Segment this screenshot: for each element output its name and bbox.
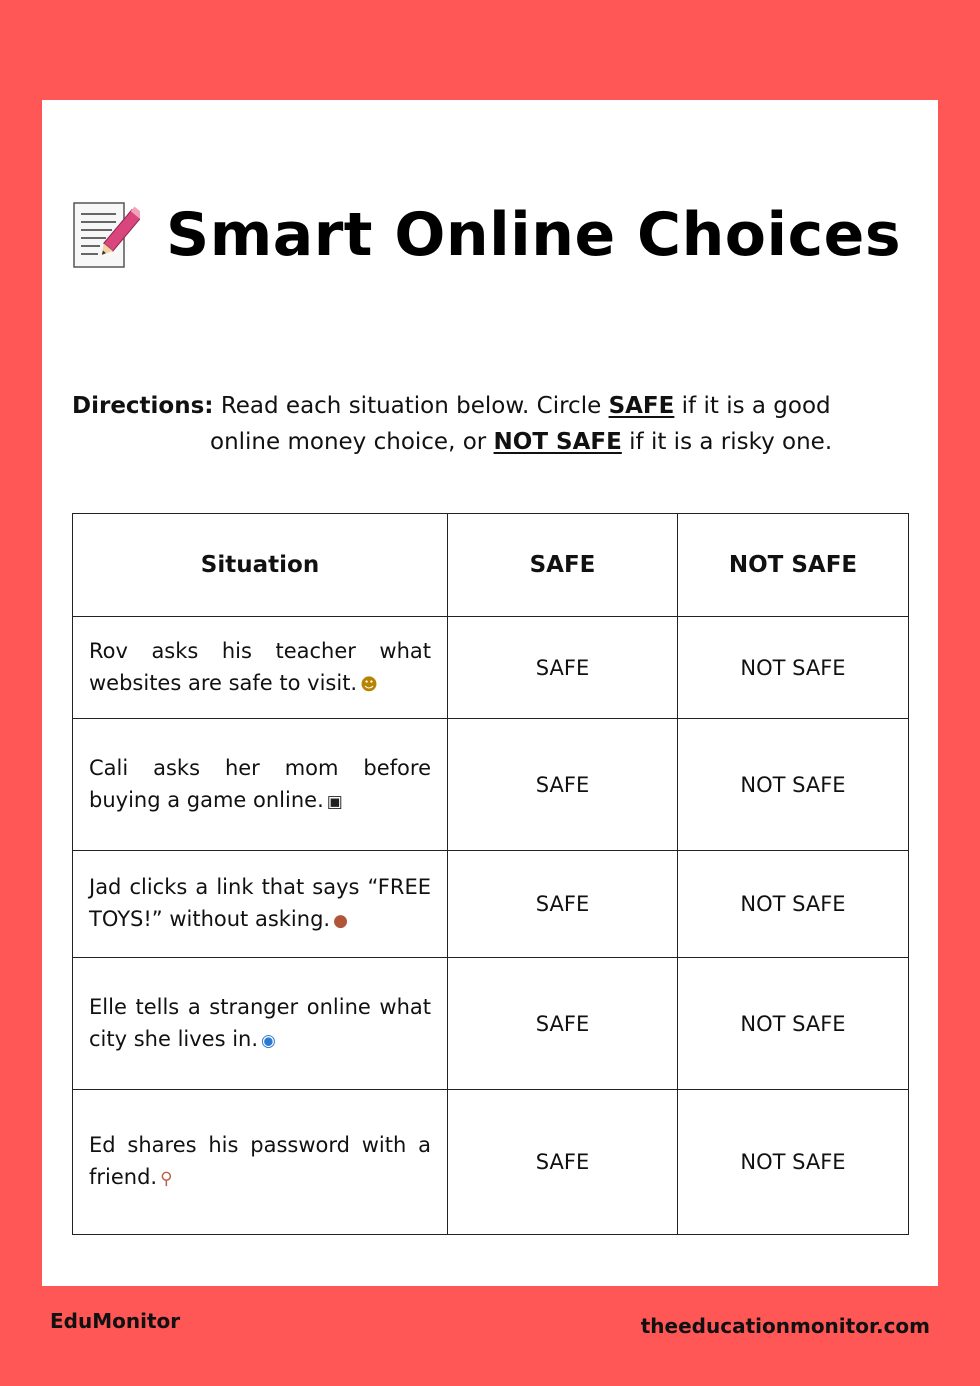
situation-cell <box>73 617 448 719</box>
safe-keyword: SAFE <box>608 393 675 419</box>
teacher-icon: ☻ <box>360 674 378 695</box>
directions-text-3: online money choice, or <box>210 429 487 455</box>
header-not-safe: NOT SAFE <box>678 514 909 617</box>
not-safe-option[interactable]: NOT SAFE <box>678 719 909 851</box>
table-row <box>73 958 909 1090</box>
situation-cell <box>73 719 448 851</box>
choices-table <box>72 513 909 1235</box>
situation-cell <box>73 958 448 1090</box>
teddy-bear-icon: ● <box>333 911 348 931</box>
directions-text-2: if it is a good <box>681 393 831 419</box>
header-situation: Situation <box>73 514 448 617</box>
not-safe-option[interactable]: NOT SAFE <box>678 617 909 719</box>
not-safe-keyword: NOT SAFE <box>493 429 622 455</box>
situation-cell <box>73 1090 448 1235</box>
directions-label: Directions: <box>72 393 214 419</box>
header-safe: SAFE <box>448 514 678 617</box>
table-row <box>73 851 909 958</box>
situation-text: Jad clicks a link that says “FREE TOYS!” without asking. <box>89 875 431 931</box>
footer-website[interactable]: theeducationmonitor.com <box>640 1314 930 1338</box>
table-row <box>73 617 909 719</box>
safe-option[interactable]: SAFE <box>448 719 678 851</box>
not-safe-option[interactable]: NOT SAFE <box>678 851 909 958</box>
key-icon: ⚲ <box>160 1169 173 1189</box>
situation-text: Elle tells a stranger online what city she lives in. <box>89 994 431 1051</box>
directions <box>72 388 912 460</box>
title-row <box>72 200 901 270</box>
table-row <box>73 1090 909 1235</box>
game-controller-icon: ▣ <box>326 791 343 812</box>
table-row <box>73 719 909 851</box>
situation-cell <box>73 851 448 958</box>
worksheet <box>42 100 938 1286</box>
not-safe-option[interactable]: NOT SAFE <box>678 958 909 1090</box>
situation-text: Cali asks her mom before buying a game online. <box>89 755 431 812</box>
page-title: Smart Online Choices <box>166 200 902 270</box>
situation-text: Rov asks his teacher what websites are safe to visit. <box>89 638 431 695</box>
safe-option[interactable]: SAFE <box>448 958 678 1090</box>
globe-icon: ◉ <box>261 1030 276 1051</box>
directions-text-4: if it is a risky one. <box>629 429 833 455</box>
safe-option[interactable]: SAFE <box>448 617 678 719</box>
footer-brand: EduMonitor <box>50 1309 181 1333</box>
memo-pencil-icon <box>72 200 140 270</box>
table-header-row <box>73 514 909 617</box>
safe-option[interactable]: SAFE <box>448 851 678 958</box>
directions-line-1 <box>72 388 912 424</box>
safe-option[interactable]: SAFE <box>448 1090 678 1235</box>
directions-text-1: Read each situation below. Circle <box>220 393 602 419</box>
not-safe-option[interactable]: NOT SAFE <box>678 1090 909 1235</box>
situation-text: Ed shares his password with a friend. <box>89 1133 431 1189</box>
directions-line-2 <box>72 424 912 460</box>
